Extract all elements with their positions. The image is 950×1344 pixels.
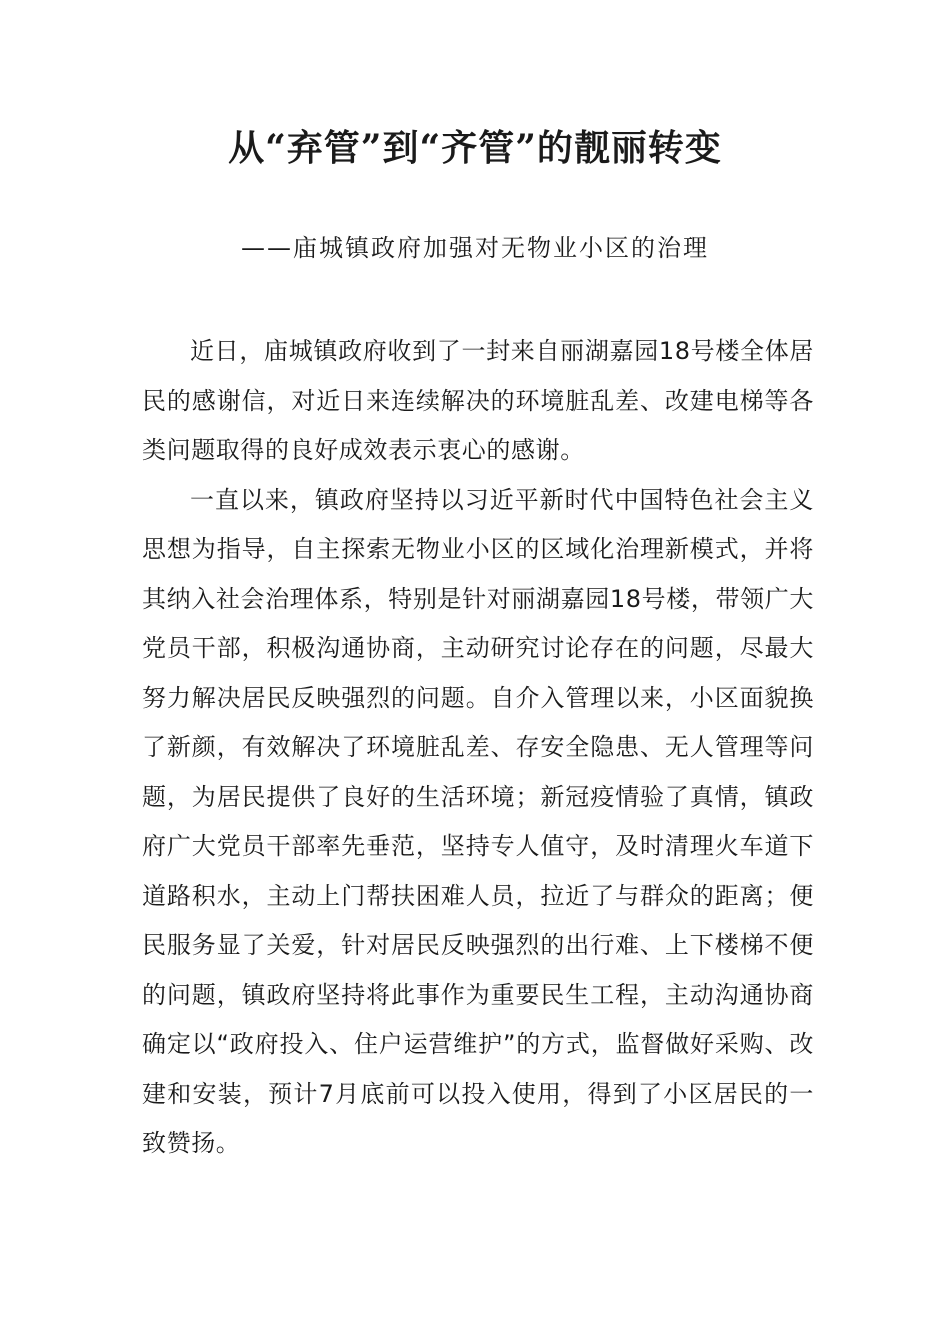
document-body: [142, 327, 814, 1169]
paragraph-2: 一直以来，镇政府坚持以习近平新时代中国特色社会主义思想为指导，自主探索无物业小区的区域化治理新模式，并将其纳入社会治理体系，特别是针对丽湖嘉园18号楼，带领广大党员干部，积极沟通协商，主动研究讨论存在的问题，尽最大努力解决居民反映强烈的问题。自介入管理以来，小区面貌换了新颜，有效解决了环境脏乱差、存安全隐患、无人管理等问题，为居民提供了良好的生活环境；新冠疫情验了真情，镇政府广大党员干部率先垂范，坚持专人值守，及时清理火车道下道路积水，主动上门帮扶困难人员，拉近了与群众的距离；便民服务显了关爱，针对居民反映强烈的出行难、上下楼梯不便的问题，镇政府坚持将此事作为重要民生工程，主动沟通协商确定以“政府投入、住户运营维护”的方式，监督做好采购、改建和安装，预计7月底前可以投入使用，得到了小区居民的一致赞扬。: [142, 485, 814, 1157]
document-subtitle: ——庙城镇政府加强对无物业小区的治理: [241, 234, 709, 262]
document-title: 从“弃管”到“齐管”的靓丽转变: [228, 127, 722, 169]
paragraph-1: 近日，庙城镇政府收到了一封来自丽湖嘉园18号楼全体居民的感谢信，对近日来连续解决的环境脏乱差、改建电梯等各类问题取得的良好成效表示衷心的感谢。: [142, 337, 814, 464]
